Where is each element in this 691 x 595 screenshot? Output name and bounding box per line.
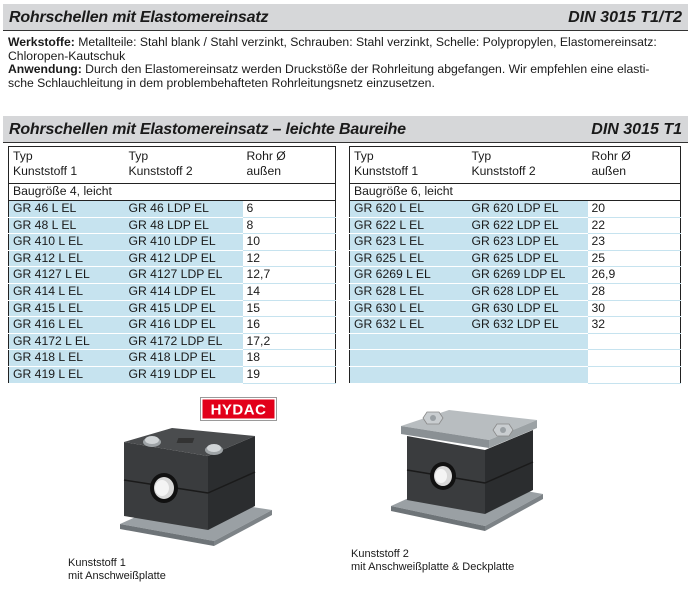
empty-row [350, 350, 681, 367]
diameter-cell: 22 [588, 217, 681, 234]
type-kunststoff-2-cell: GR 416 LDP EL [125, 317, 243, 334]
header-typ: Typ [13, 149, 33, 163]
section-bar [3, 116, 688, 143]
caption-line: mit Anschweißplatte [68, 570, 166, 582]
header-typ: Typ [128, 149, 149, 163]
type-kunststoff-2-cell: GR 412 LDP EL [125, 250, 243, 267]
page-title: Rohrschellen mit Elastomereinsatz [9, 9, 269, 26]
table-header-row [350, 147, 681, 184]
type-kunststoff-1-cell: GR 632 L EL [350, 317, 468, 334]
table-row [9, 333, 336, 350]
table-row [350, 300, 681, 317]
caption-line: Kunststoff 1 [68, 557, 126, 569]
type-kunststoff-1-cell: GR 412 L EL [9, 250, 125, 267]
type-kunststoff-2-cell: GR 622 LDP EL [468, 217, 588, 234]
header-kunststoff-2: Kunststoff 2 [471, 164, 536, 178]
group-row [9, 184, 336, 201]
table-row [9, 283, 336, 300]
header-aussen: außen [246, 164, 282, 178]
type-kunststoff-2-cell: GR 48 LDP EL [125, 217, 243, 234]
empty-cell [468, 333, 588, 350]
clamp-kunststoff-2-image [385, 404, 555, 544]
type-kunststoff-1-cell: GR 623 L EL [350, 234, 468, 251]
table-row [350, 267, 681, 284]
diameter-cell: 6 [243, 201, 336, 218]
header-rohr: Rohr Ø [246, 149, 286, 163]
type-kunststoff-2-cell: GR 620 LDP EL [468, 201, 588, 218]
diameter-cell: 14 [243, 283, 336, 300]
table-row [9, 366, 336, 383]
caption-kunststoff-2 [351, 548, 514, 574]
type-kunststoff-1-cell: GR 630 L EL [350, 300, 468, 317]
diameter-cell: 12,7 [243, 267, 336, 284]
svg-text:HYDAC: HYDAC [210, 401, 267, 419]
type-kunststoff-2-cell: GR 419 LDP EL [125, 366, 243, 383]
left-table [8, 146, 336, 384]
empty-cell [588, 366, 681, 383]
header-kunststoff-1: Kunststoff 1 [13, 164, 78, 178]
header-aussen: außen [591, 164, 627, 178]
diameter-cell: 15 [243, 300, 336, 317]
header-typ: Typ [471, 149, 492, 163]
empty-cell [350, 366, 468, 383]
diameter-cell: 18 [243, 350, 336, 367]
type-kunststoff-1-cell: GR 410 L EL [9, 234, 125, 251]
header-typ: Typ [354, 149, 374, 163]
type-kunststoff-1-cell: GR 6269 L EL [350, 267, 468, 284]
type-kunststoff-1-cell: GR 628 L EL [350, 283, 468, 300]
diameter-cell: 20 [588, 201, 681, 218]
group-row [350, 184, 681, 201]
caption-kunststoff-1 [68, 557, 166, 583]
empty-row [350, 366, 681, 383]
type-kunststoff-2-cell: GR 623 LDP EL [468, 234, 588, 251]
table-row [350, 201, 681, 218]
hydac-logo [200, 397, 277, 421]
group-label: Baugröße 6, leicht [350, 184, 681, 201]
group-label: Baugröße 4, leicht [9, 184, 336, 201]
clamp-kunststoff-1-image [112, 428, 277, 558]
diameter-cell: 16 [243, 317, 336, 334]
type-kunststoff-1-cell: GR 4127 L EL [9, 267, 125, 284]
section-din: DIN 3015 T1 [591, 121, 682, 138]
header-cell [125, 147, 243, 184]
empty-cell [468, 366, 588, 383]
type-kunststoff-1-cell: GR 418 L EL [9, 350, 125, 367]
type-kunststoff-2-cell: GR 410 LDP EL [125, 234, 243, 251]
caption-line: Kunststoff 2 [351, 548, 409, 560]
diameter-cell: 26,9 [588, 267, 681, 284]
table-row [9, 267, 336, 284]
header-cell [350, 147, 468, 184]
table-row [9, 350, 336, 367]
type-kunststoff-2-cell: GR 46 LDP EL [125, 201, 243, 218]
type-kunststoff-2-cell: GR 4127 LDP EL [125, 267, 243, 284]
type-kunststoff-1-cell: GR 4172 L EL [9, 333, 125, 350]
table-row [9, 201, 336, 218]
diameter-cell: 8 [243, 217, 336, 234]
diameter-cell: 12 [243, 250, 336, 267]
empty-row [350, 333, 681, 350]
type-kunststoff-2-cell: GR 414 LDP EL [125, 283, 243, 300]
type-kunststoff-2-cell: GR 628 LDP EL [468, 283, 588, 300]
empty-cell [350, 350, 468, 367]
type-kunststoff-1-cell: GR 419 L EL [9, 366, 125, 383]
anwendung-text-2: sche Schlauchleitung in dem problembehafteten Rohrleitungsnetz einzusetzen. [8, 75, 435, 90]
right-table [349, 146, 681, 384]
diameter-cell: 25 [588, 250, 681, 267]
diameter-cell: 28 [588, 283, 681, 300]
table-row [350, 317, 681, 334]
type-kunststoff-2-cell: GR 6269 LDP EL [468, 267, 588, 284]
werkstoffe-label: Werkstoffe: [8, 35, 75, 49]
header-rohr: Rohr Ø [591, 149, 631, 163]
type-kunststoff-2-cell: GR 415 LDP EL [125, 300, 243, 317]
type-kunststoff-2-cell: GR 4172 LDP EL [125, 333, 243, 350]
section-title: Rohrschellen mit Elastomereinsatz – leichte Baureihe [9, 121, 406, 138]
diameter-cell: 32 [588, 317, 681, 334]
type-kunststoff-1-cell: GR 625 L EL [350, 250, 468, 267]
type-kunststoff-1-cell: GR 622 L EL [350, 217, 468, 234]
diameter-cell: 23 [588, 234, 681, 251]
type-kunststoff-1-cell: GR 46 L EL [9, 201, 125, 218]
diameter-cell: 10 [243, 234, 336, 251]
type-kunststoff-1-cell: GR 414 L EL [9, 283, 125, 300]
table-row [350, 250, 681, 267]
header-cell [588, 147, 681, 184]
din-standard: DIN 3015 T1/T2 [568, 9, 682, 26]
table-row [350, 234, 681, 251]
empty-cell [588, 333, 681, 350]
table-row [9, 217, 336, 234]
empty-cell [588, 350, 681, 367]
table-row [9, 300, 336, 317]
caption-line: mit Anschweißplatte & Deckplatte [351, 561, 515, 573]
werkstoffe-text-1: Metallteile: Stahl blank / Stahl verzinkt, Schrauben: Stahl verzinkt, Schelle: Polypropylen, Elastomereinsatz: [74, 35, 657, 49]
diameter-cell: 30 [588, 300, 681, 317]
anwendung-label: Anwendung: [8, 62, 82, 76]
table-row [9, 234, 336, 251]
header-cell [468, 147, 588, 184]
diameter-cell: 17,2 [243, 333, 336, 350]
type-kunststoff-1-cell: GR 620 L EL [350, 201, 468, 218]
table-row [350, 283, 681, 300]
type-kunststoff-2-cell: GR 632 LDP EL [468, 317, 588, 334]
type-kunststoff-1-cell: GR 415 L EL [9, 300, 125, 317]
table-row [9, 250, 336, 267]
header-cell [243, 147, 336, 184]
type-kunststoff-2-cell: GR 625 LDP EL [468, 250, 588, 267]
empty-cell [350, 333, 468, 350]
header-bar [3, 4, 688, 31]
table-row [350, 217, 681, 234]
werkstoffe-text-2: Chloropen-Kautschuk [8, 48, 126, 63]
table-header-row [9, 147, 336, 184]
type-kunststoff-1-cell: GR 416 L EL [9, 317, 125, 334]
type-kunststoff-1-cell: GR 48 L EL [9, 217, 125, 234]
diameter-cell: 19 [243, 366, 336, 383]
header-cell [9, 147, 125, 184]
header-kunststoff-2: Kunststoff 2 [128, 164, 193, 178]
werkstoffe-paragraph [8, 36, 684, 90]
header-kunststoff-1: Kunststoff 1 [354, 164, 419, 178]
table-row [9, 317, 336, 334]
anwendung-text-1: Durch den Elastomereinsatz werden Druckstöße der Rohrleitung abgefangen. Wir empfehlen eine elasti- [81, 62, 650, 76]
empty-cell [468, 350, 588, 367]
type-kunststoff-2-cell: GR 630 LDP EL [468, 300, 588, 317]
type-kunststoff-2-cell: GR 418 LDP EL [125, 350, 243, 367]
